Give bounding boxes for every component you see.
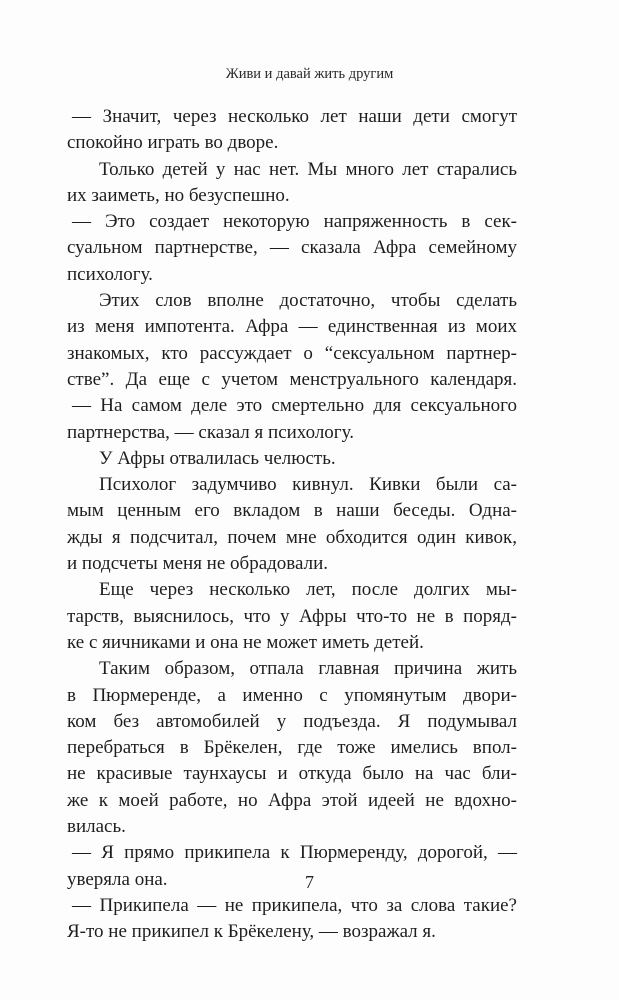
text-line: жды я подсчитал, почем мне обходится один кивок, [67,526,517,548]
text-line: — Значит, через несколько лет наши дети смогут [72,106,517,127]
text-line: тарств, выяснилось, что у Афры что-то не в поряд- [67,605,517,627]
text-line: Психолог задумчиво кивнул. Кивки были са- [99,474,517,496]
text-line: Таким образом, отпала главная причина жить [99,658,517,680]
text-line: же к моей работе, но Афра этой идеей не вдохно- [67,789,517,811]
running-title: Живи и давай жить другим [225,66,394,82]
text-line: не красивые таунхаусы и откуда было на час бли- [67,763,517,785]
text-line: в Пюрмеренде, а именно с упомянутым двори- [67,684,517,706]
text-line: ком без автомобилей у подъезда. Я подумывал [67,710,517,732]
text-line: Я-то не прикипел к Брёкелену, — возражал я. [67,921,436,943]
text-line: — Прикипела — не прикипела, что за слова такие? [72,894,517,916]
text-line: партнерства, — сказал я психологу. [67,421,354,443]
text-line: вилась. [67,816,126,838]
text-line: из меня импотента. Афра — единственная из моих [67,316,517,338]
text-line: Этих слов вполне достаточно, чтобы сделать [99,290,517,312]
text-line: и подсчеты меня не обрадовали. [67,553,329,575]
page-number: 7 [305,872,314,892]
text-line: — Это создает некоторую напряженность в сек- [72,211,517,233]
text-line: психологу. [67,263,153,285]
text-line: Еще через несколько лет, после долгих мы- [99,579,517,601]
body-text [67,104,517,946]
text-line: спокойно играть во дворе. [67,132,279,154]
text-line: — На самом деле это смертельно для сексуального [72,395,517,417]
text-line: знакомых, кто рассуждает о “сексуальном партнер- [67,342,517,364]
text-line: У Афры отвалилась челюсть. [99,447,336,469]
text-line: мым ценным его вкладом в наши беседы. Одна- [67,500,517,522]
text-line: Только детей у нас нет. Мы много лет старались [99,158,517,180]
text-line: стве”. Да еще с учетом менструального календаря. [67,368,517,390]
text-line: ке с яичниками и она не может иметь детей. [67,631,424,653]
text-line: суальном партнерстве, — сказала Афра семейному [67,237,517,259]
text-line: перебраться в Брёкелен, где тоже имелись впол- [67,737,517,759]
text-line: — Я прямо прикипела к Пюрмеренду, дорогой, — [72,842,517,864]
text-line: уверяла она. [67,868,168,890]
text-line: их заиметь, но безуспешно. [67,184,290,206]
